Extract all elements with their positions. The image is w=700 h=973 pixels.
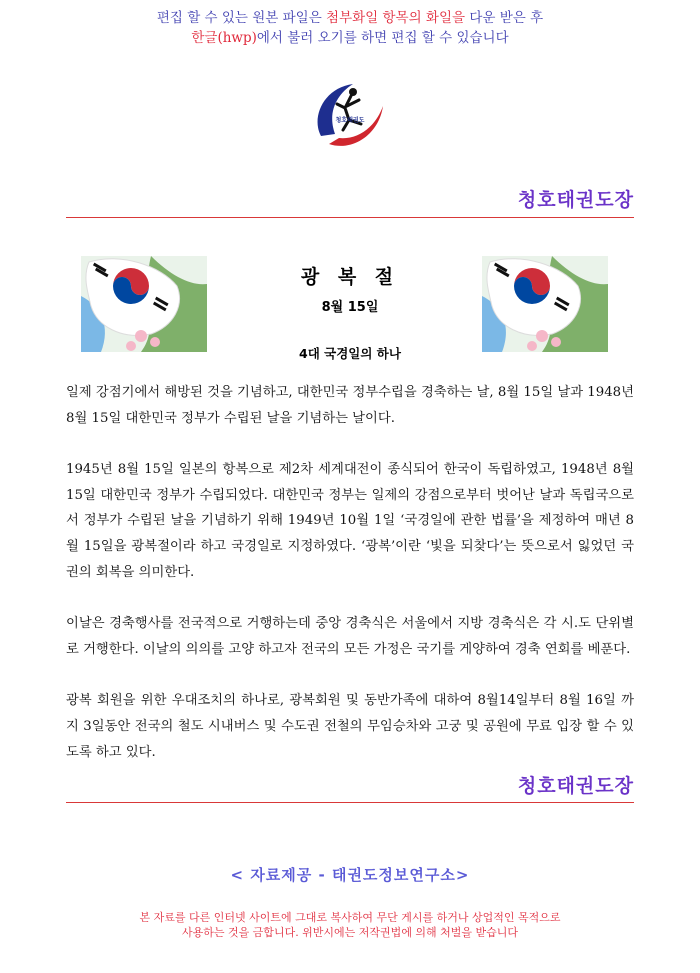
- brand-name-bottom: 청호태권도장: [517, 775, 634, 797]
- paragraph: 1945년 8월 15일 일본의 항복으로 제2차 세계대전이 종식되어 한국이 독립하였고, 1948년 8월 15일 대한민국 정부가 수립되었다. 대한민국 정부는 일제의 강점으로부터 벗어난 날과 독립국으로서 정부가 수립된 날을 기념하기 위해 1949년 10월 1일 ‘국경일에 관한 법률’을 제정하여 매년 8월 15일을 광복절이라 하고 국경일로 지정하였다. ‘광복’이란 ‘빛을 되찾다’는 뜻으로서 잃었던 국권의 회복을 의미한다.: [66, 462, 634, 580]
- holiday-date: 8월 15일: [321, 300, 379, 315]
- page-title: 광 복 절: [300, 266, 400, 288]
- copyright-line-1: 본 자료를 다른 인터넷 사이트에 그대로 복사하여 무단 게시를 하거나 상업적인 목적으로: [139, 911, 561, 924]
- divider-bottom: [66, 802, 634, 803]
- edit-notice: [0, 8, 700, 48]
- source-credit: < 자료제공 - 태권도정보연구소>: [230, 866, 470, 884]
- page-subtitle: 4대 국경일의 하나: [299, 346, 401, 361]
- brand-name-top: 청호태권도장: [517, 189, 634, 211]
- article-body: [66, 380, 634, 791]
- dojang-logo: [309, 78, 391, 150]
- paragraph: 광복 회원을 위한 우대조치의 하나로, 광복회원 및 동반가족에 대하여 8월14일부터 8월 16일 까지 3일동안 전국의 철도 시내버스 및 수도권 전철의 무임승차와 고궁 및 공원에 무료 입장 할 수 있도록 하고 있다.: [66, 693, 634, 760]
- divider-top: [66, 217, 634, 218]
- paragraph: 일제 강점기에서 해방된 것을 기념하고, 대한민국 정부수립을 경축하는 날, 8월 15일 날과 1948년 8월 15일 대한민국 정부가 수립된 날을 기념하는 날이다.: [66, 385, 634, 426]
- copyright-line-2: 사용하는 것을 금합니다. 위반시에는 저작권법에 의해 처벌을 받습니다: [181, 926, 519, 939]
- logo-text: 청호태권도: [335, 117, 365, 124]
- notice-line-1: 편집 할 수 있는 원본 파일은 첨부화일 항목의 화일을 다운 받은 후: [156, 10, 544, 26]
- paragraph: 이날은 경축행사를 전국적으로 거행하는데 중앙 경축식은 서울에서 지방 경축식은 각 시.도 단위별로 거행한다. 이날의 의의를 고양 하고자 전국의 모든 가정은 국기를 게양하여 경축 연회를 베푼다.: [66, 616, 634, 657]
- notice-line-2: 한글(hwp)에서 불러 오기를 하면 편집 할 수 있습니다: [191, 30, 509, 46]
- copyright-notice: [0, 910, 700, 940]
